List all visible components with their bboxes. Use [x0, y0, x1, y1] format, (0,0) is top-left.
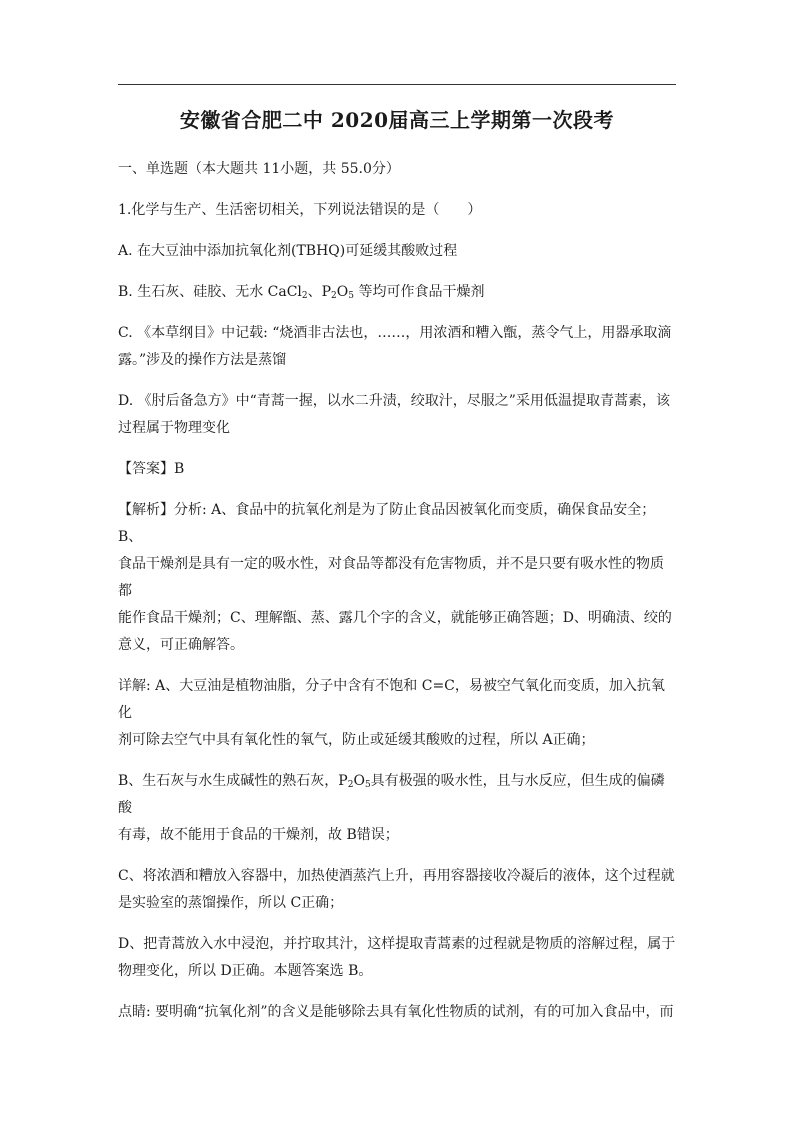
tip-line-1: 点睛: 要明确“抗氧化剂”的含义是能够除去具有氧化性物质的试剂，有的可加入食品中，而: [118, 1004, 674, 1020]
detail-a: [118, 673, 676, 754]
option-d-line-1: D. 《肘后备急方》中“青蒿一握，以水二升渍，绞取汁，尽服之”采用低温提取青蒿素，该: [118, 393, 670, 409]
detail-d-line-2: 物理变化，所以 D正确。本题答案选 B。: [118, 963, 373, 979]
detail-a-line-2: 剂可除去空气中具有氧化性的氧气，防止或延缓其酸败的过程，所以 A正确；: [118, 732, 595, 748]
option-c-line-2: 露。”涉及的操作方法是蒸馏: [118, 352, 287, 368]
detail-b-sub-2: 5: [364, 780, 371, 790]
analysis-line-2: 食品干燥剂是具有一定的吸水性，对食品等都没有危害物质，并不是只要有吸水性的物质都: [118, 556, 664, 599]
detail-b-text-3: 具有极强的吸水性，且与水反应，但生成的偏磷酸: [118, 773, 665, 816]
detail-b-text-2: O: [353, 773, 365, 789]
option-c-line-1: C. 《本草纲目》中记载: “烧酒非古法也，……，用浓酒和糟入甑，蒸令气上，用器承取滴: [118, 325, 672, 341]
option-b: [118, 279, 676, 306]
option-b-text-1: B. 生石灰、硅胶、无水 CaCl: [118, 284, 302, 300]
analysis-line-3: 能作食品干燥剂；C、理解甑、蒸、露几个字的含义，就能够正确答题；D、明确渍、绞的: [118, 610, 672, 626]
option-b-sub-3: 5: [348, 291, 354, 301]
tip: [118, 999, 676, 1026]
detail-b: [118, 768, 676, 849]
option-b-sub-2: 2: [331, 291, 337, 301]
detail-a-line-1: 详解: A、大豆油是植物油脂，分子中含有不饱和 C=C，易被空气氧化而变质，加入抗氧化: [118, 678, 665, 721]
option-b-text-2: 、P: [307, 284, 332, 300]
analysis: [118, 497, 676, 659]
header-rule: [118, 84, 676, 85]
detail-c: [118, 863, 676, 917]
analysis-line-4: 意义，可正确解答。: [118, 637, 244, 653]
option-d-line-2: 过程属于物理变化: [118, 420, 230, 436]
option-c: [118, 320, 676, 374]
detail-b-line-1: [118, 768, 676, 822]
detail-b-sub-1: 2: [347, 780, 354, 790]
option-b-text-4: 等均可作食品干燥剂: [354, 284, 485, 300]
detail-d: [118, 931, 676, 985]
detail-b-line-2: 有毒，故不能用于食品的干燥剂，故 B错误；: [118, 827, 399, 843]
option-d: [118, 388, 676, 442]
analysis-line-1: 【解析】分析: A、食品中的抗氧化剂是为了防止食品因被氧化而变质，确保食品安全；B、: [118, 502, 656, 545]
answer: 【答案】B: [118, 461, 185, 477]
detail-c-line-2: 是实验室的蒸馏操作，所以 C正确；: [118, 895, 344, 911]
detail-b-text-1: B、生石灰与水生成碱性的熟石灰，P: [118, 773, 348, 789]
document-content: [118, 100, 676, 1026]
section-heading: 一、单选题（本大题共 11小题，共 55.0分）: [118, 161, 400, 177]
option-b-text-3: O: [336, 284, 349, 300]
detail-c-line-1: C、将浓酒和糟放入容器中，加热使酒蒸汽上升，再用容器接收冷凝后的液体，这个过程就: [118, 868, 675, 884]
document-title: 安徽省合肥二中 2020届高三上学期第一次段考: [179, 108, 615, 132]
option-b-sub-1: 2: [301, 291, 308, 301]
question-stem: 1.化学与生产、生活密切相关，下列说法错误的是（ ）: [118, 202, 482, 218]
option-a: A. 在大豆油中添加抗氧化剂(TBHQ)可延缓其酸败过程: [118, 243, 458, 259]
detail-d-line-1: D、把青蒿放入水中浸泡，并拧取其汁，这样提取青蒿素的过程就是物质的溶解过程，属于: [118, 936, 676, 952]
